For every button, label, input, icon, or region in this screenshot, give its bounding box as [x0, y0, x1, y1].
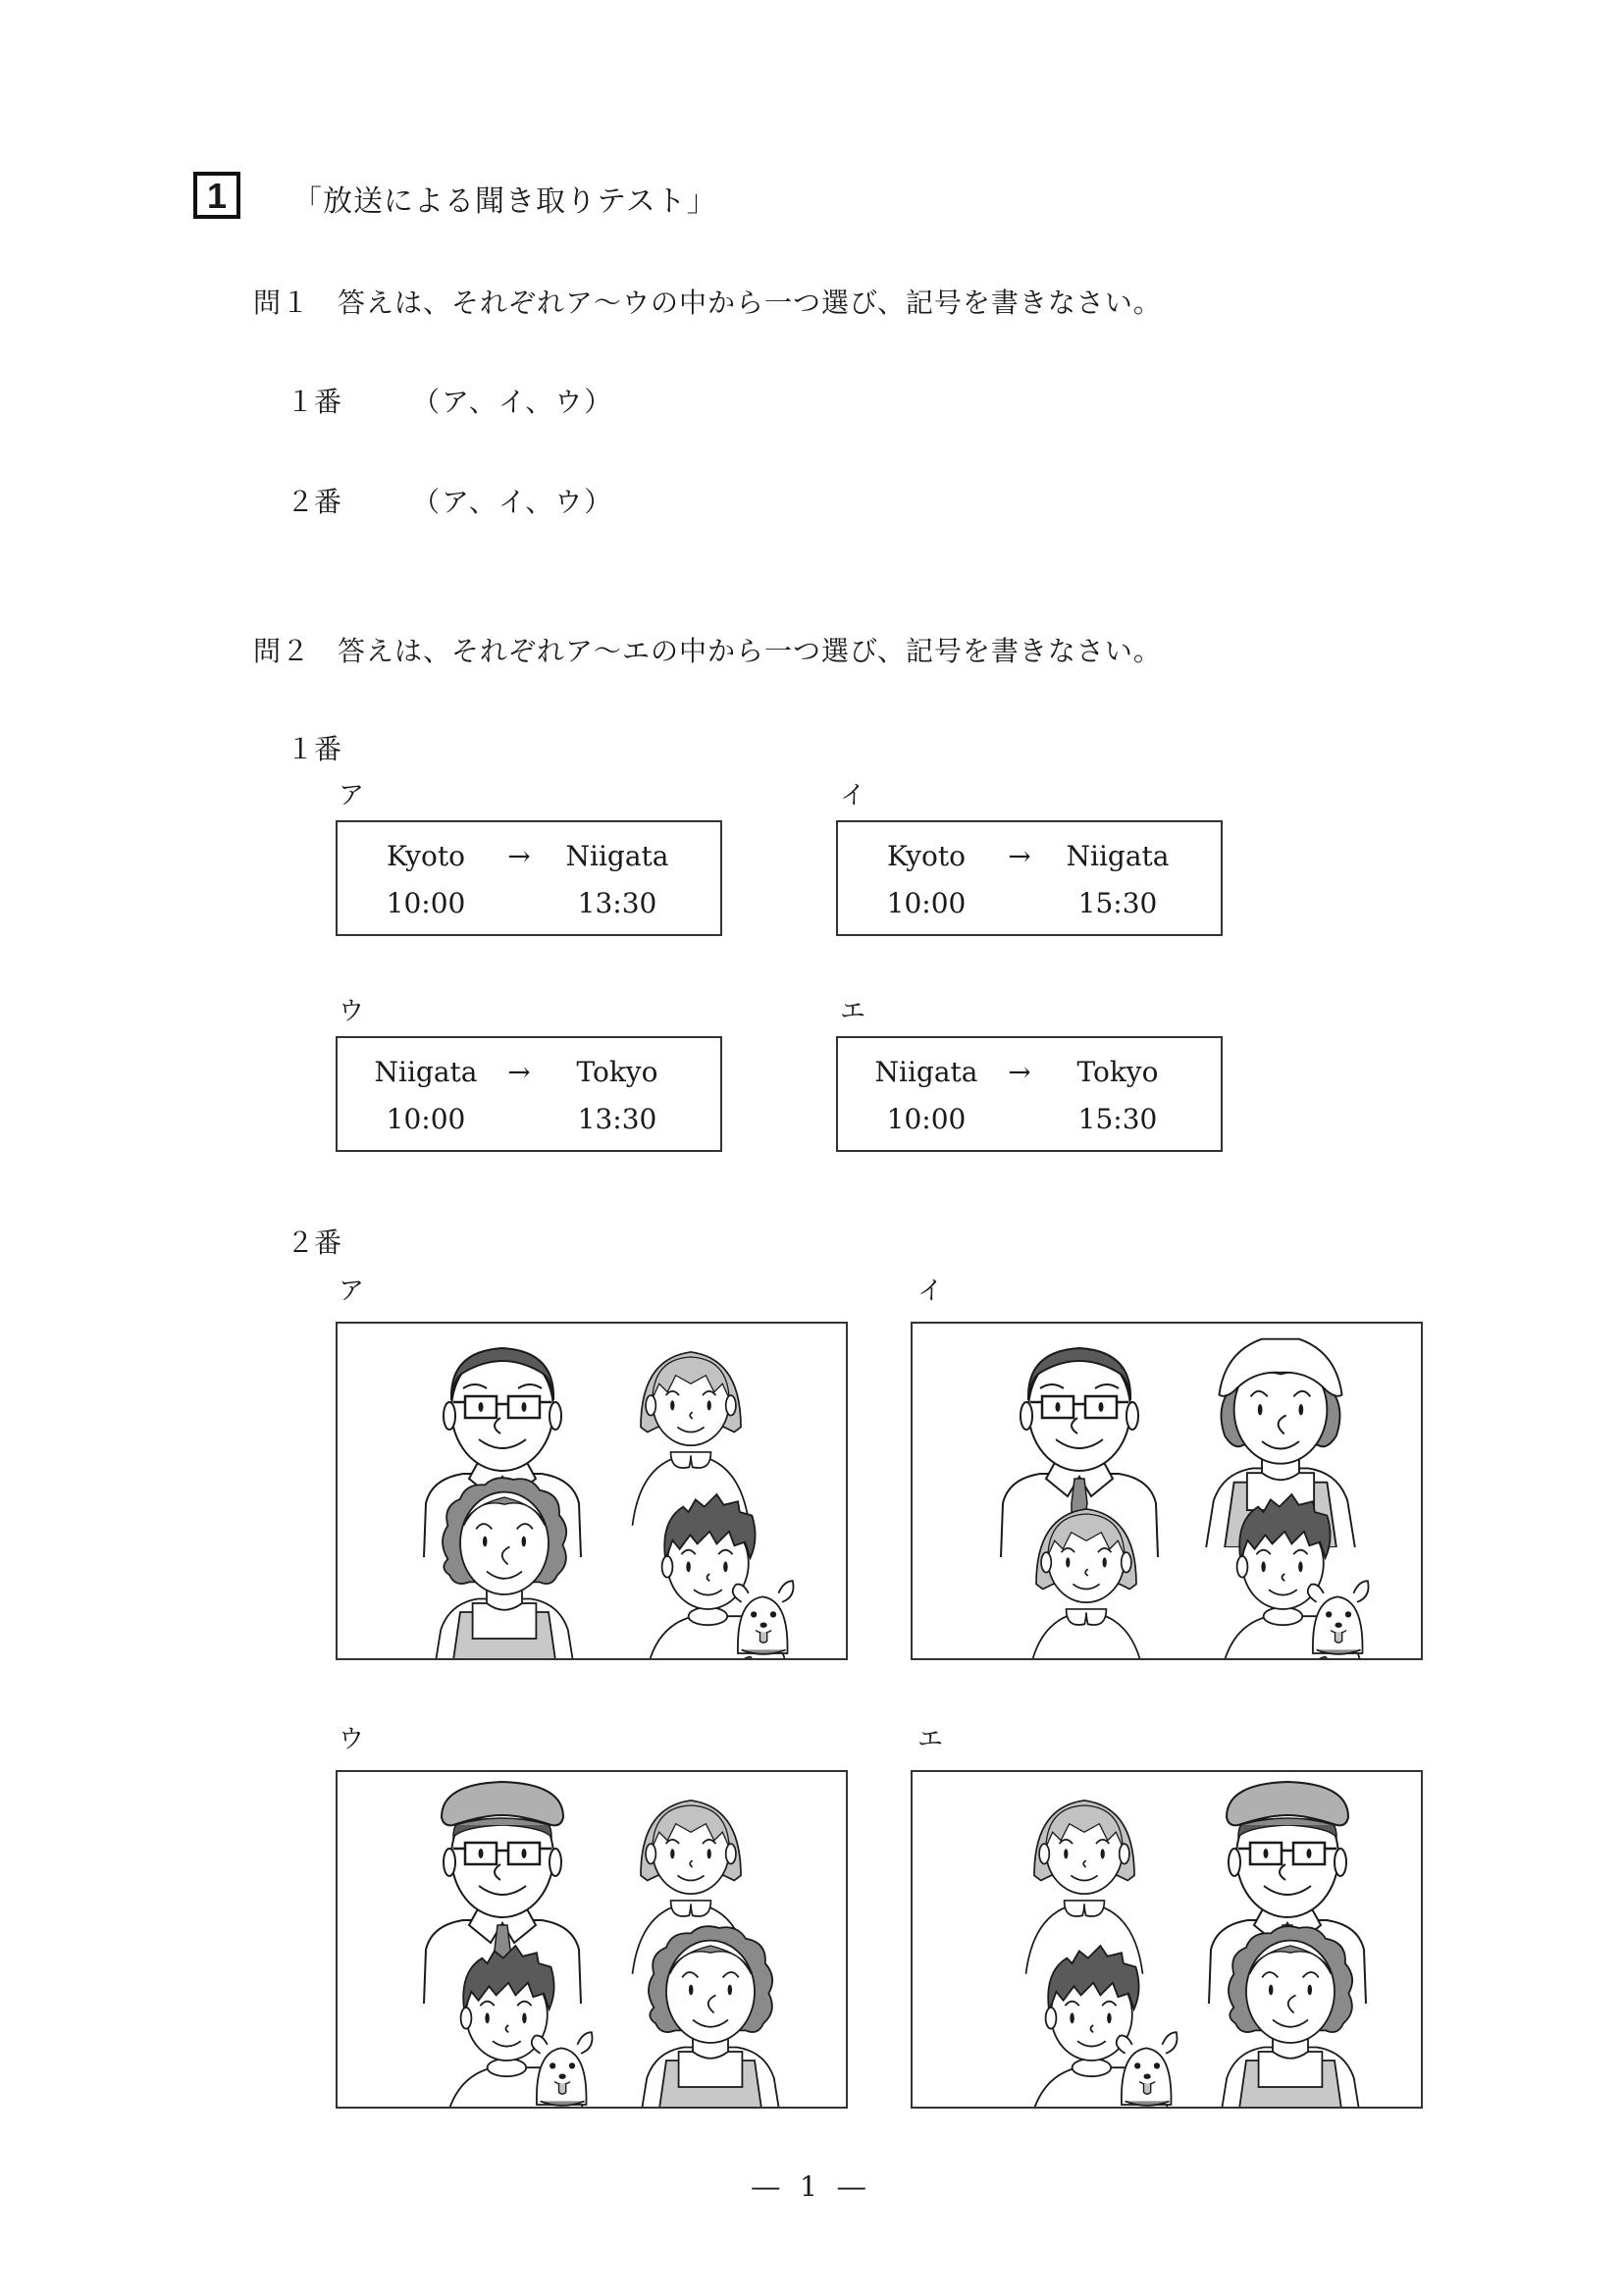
q2-item2-option-a-label: ア [339, 1277, 365, 1306]
q1-item2-label: ２番 [287, 486, 342, 518]
schedule-to: Niigata [1066, 840, 1170, 872]
q1-instruction-text: 答えは、それぞれア～ウの中から一つ選び、記号を書きなさい。 [338, 287, 1162, 319]
schedule-to: Niigata [565, 840, 669, 872]
family-picture-a [336, 1322, 848, 1660]
q1-item1-choices: （ア、イ、ウ） [412, 386, 614, 418]
schedule-arrive: 15:30 [1077, 1103, 1158, 1135]
q2-item1-option-u-label: ウ [339, 997, 365, 1026]
schedule-arrive: 13:30 [577, 1103, 657, 1135]
schedule-box-u [336, 1036, 722, 1152]
arrow-right-icon: → [1008, 840, 1031, 872]
family-picture-i [911, 1322, 1423, 1660]
q1-item2-choices: （ア、イ、ウ） [412, 486, 614, 518]
q1-instruction [253, 282, 1162, 321]
q2-item1-option-e-label: エ [840, 997, 866, 1026]
schedule-from: Kyoto [887, 840, 966, 872]
schedule-depart: 10:00 [386, 887, 466, 919]
q1-item1-label: １番 [287, 386, 342, 418]
q2-item2-option-u-label: ウ [339, 1725, 365, 1754]
q2-item1-option-a-label: ア [339, 781, 365, 810]
q2-instruction [253, 630, 1162, 669]
family-picture-u [336, 1770, 848, 2109]
q2-item1-label: １番 [287, 733, 342, 765]
q1-number: 問１ [253, 287, 311, 319]
q2-item2-option-e-label: エ [917, 1725, 944, 1754]
q2-item1-option-i-label: イ [840, 781, 866, 810]
arrow-right-icon: → [507, 840, 531, 872]
schedule-depart: 10:00 [886, 1103, 967, 1135]
schedule-from: Niigata [874, 1056, 978, 1088]
schedule-from: Niigata [374, 1056, 478, 1088]
question-number-box: 1 [193, 172, 240, 219]
page-number: ― 1 ― [752, 2170, 871, 2203]
girl-icon [633, 1352, 750, 1526]
family-picture-e [911, 1770, 1423, 2109]
schedule-box-i [836, 820, 1223, 936]
schedule-from: Kyoto [387, 840, 465, 872]
schedule-box-a [336, 820, 722, 936]
schedule-depart: 10:00 [886, 887, 967, 919]
schedule-to: Tokyo [576, 1056, 658, 1088]
section-title: 「放送による聞き取りテスト」 [292, 184, 717, 219]
q2-item2-label: ２番 [287, 1226, 342, 1259]
schedule-arrive: 15:30 [1077, 887, 1158, 919]
mother-apron-icon [434, 1478, 575, 1658]
arrow-right-icon: → [1008, 1056, 1031, 1088]
arrow-right-icon: → [507, 1056, 531, 1088]
mother-apron-icon [1220, 1926, 1361, 2107]
schedule-depart: 10:00 [386, 1103, 466, 1135]
schedule-arrive: 13:30 [577, 887, 657, 919]
mother-apron-icon [640, 1926, 781, 2107]
schedule-to: Tokyo [1076, 1056, 1159, 1088]
q2-instruction-text: 答えは、それぞれア～エの中から一つ選び、記号を書きなさい。 [338, 635, 1162, 667]
girl-icon [1026, 1800, 1143, 1974]
schedule-box-e [836, 1036, 1223, 1152]
q2-number: 問２ [253, 635, 311, 667]
q2-item2-option-i-label: イ [917, 1277, 944, 1306]
